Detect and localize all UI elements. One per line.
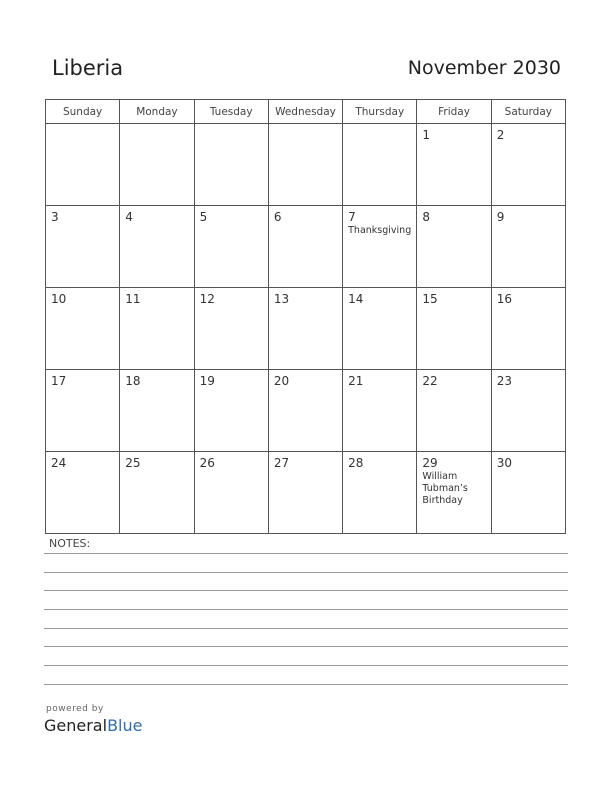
month-year-title: November 2030 [407, 57, 561, 79]
day-cell [491, 288, 565, 370]
day-cell [194, 288, 268, 370]
day-number: 23 [496, 374, 512, 388]
day-cell [46, 124, 120, 206]
day-number: 2 [496, 128, 505, 142]
day-number: 28 [348, 456, 364, 470]
day-number: 1 [422, 128, 431, 142]
day-cell [120, 124, 194, 206]
day-cell [343, 288, 417, 370]
weekday-thursday: Thursday [343, 100, 417, 124]
week-row [46, 124, 566, 206]
day-cell [343, 124, 417, 206]
day-number: 14 [348, 292, 364, 306]
day-number: 26 [199, 456, 215, 470]
day-cell [491, 370, 565, 452]
day-cell [194, 370, 268, 452]
note-line [44, 646, 568, 647]
weekday-sunday: Sunday [46, 100, 120, 124]
note-line [44, 572, 568, 573]
day-cell [417, 124, 491, 206]
day-number: 12 [199, 292, 215, 306]
day-cell [268, 370, 342, 452]
day-cell [268, 288, 342, 370]
day-number: 7 [348, 210, 356, 224]
day-cell [417, 288, 491, 370]
note-line [44, 590, 568, 591]
day-number: 25 [125, 456, 141, 470]
day-number: 21 [348, 374, 364, 388]
day-cell [46, 206, 120, 288]
day-cell [491, 452, 565, 534]
week-row [46, 288, 566, 370]
powered-by-text: powered by [46, 704, 104, 714]
day-cell [417, 206, 491, 288]
note-line [44, 628, 568, 629]
holiday-label: William Tubman’s Birthday [422, 471, 468, 506]
day-cell [194, 206, 268, 288]
day-number: 13 [273, 292, 290, 306]
country-title: Liberia [52, 56, 124, 80]
day-cell [120, 452, 194, 534]
day-cell [491, 124, 565, 206]
weekday-wednesday: Wednesday [268, 100, 342, 124]
day-cell [120, 206, 194, 288]
day-number: 10 [51, 292, 67, 306]
day-cell [268, 452, 342, 534]
day-number: 20 [273, 374, 290, 388]
day-cell [268, 206, 342, 288]
day-number: 30 [496, 456, 512, 470]
notes-label: NOTES: [49, 537, 91, 550]
day-cell [46, 452, 120, 534]
calendar-grid [45, 99, 566, 534]
day-cell [46, 288, 120, 370]
day-number: 24 [51, 456, 67, 470]
day-number: 3 [51, 210, 59, 224]
day-cell [194, 124, 268, 206]
day-number: 19 [199, 374, 215, 388]
day-number: 27 [273, 456, 290, 470]
weekday-tuesday: Tuesday [194, 100, 268, 124]
day-number: 16 [496, 292, 512, 306]
day-number: 18 [125, 374, 141, 388]
day-cell [417, 452, 491, 534]
brand-blue: Blue [107, 716, 143, 735]
day-cell [120, 288, 194, 370]
day-number: 11 [125, 292, 141, 306]
week-row [46, 370, 566, 452]
day-number: 9 [496, 210, 505, 224]
week-row [46, 452, 566, 534]
note-line [44, 609, 568, 610]
week-row [46, 206, 566, 288]
note-line [44, 665, 568, 666]
day-number: 4 [125, 210, 133, 224]
weekday-saturday: Saturday [491, 100, 565, 124]
day-cell [268, 124, 342, 206]
day-number: 5 [199, 210, 208, 224]
day-cell [491, 206, 565, 288]
day-number: 15 [422, 292, 438, 306]
weekday-header-row [46, 100, 566, 124]
day-number: 22 [422, 374, 438, 388]
generalblue-logo [44, 716, 142, 735]
day-cell [417, 370, 491, 452]
day-number: 6 [273, 210, 282, 224]
day-cell [46, 370, 120, 452]
note-line [44, 684, 568, 685]
day-cell [194, 452, 268, 534]
weekday-friday: Friday [417, 100, 491, 124]
note-line [44, 553, 568, 554]
holiday-label: Thanksgiving [348, 225, 412, 236]
weekday-monday: Monday [120, 100, 194, 124]
day-cell [343, 206, 417, 288]
day-cell [120, 370, 194, 452]
day-cell [343, 452, 417, 534]
day-number: 29 [422, 456, 438, 470]
brand-general: General [44, 716, 108, 735]
day-cell [343, 370, 417, 452]
day-number: 8 [422, 210, 431, 224]
day-number: 17 [51, 374, 67, 388]
